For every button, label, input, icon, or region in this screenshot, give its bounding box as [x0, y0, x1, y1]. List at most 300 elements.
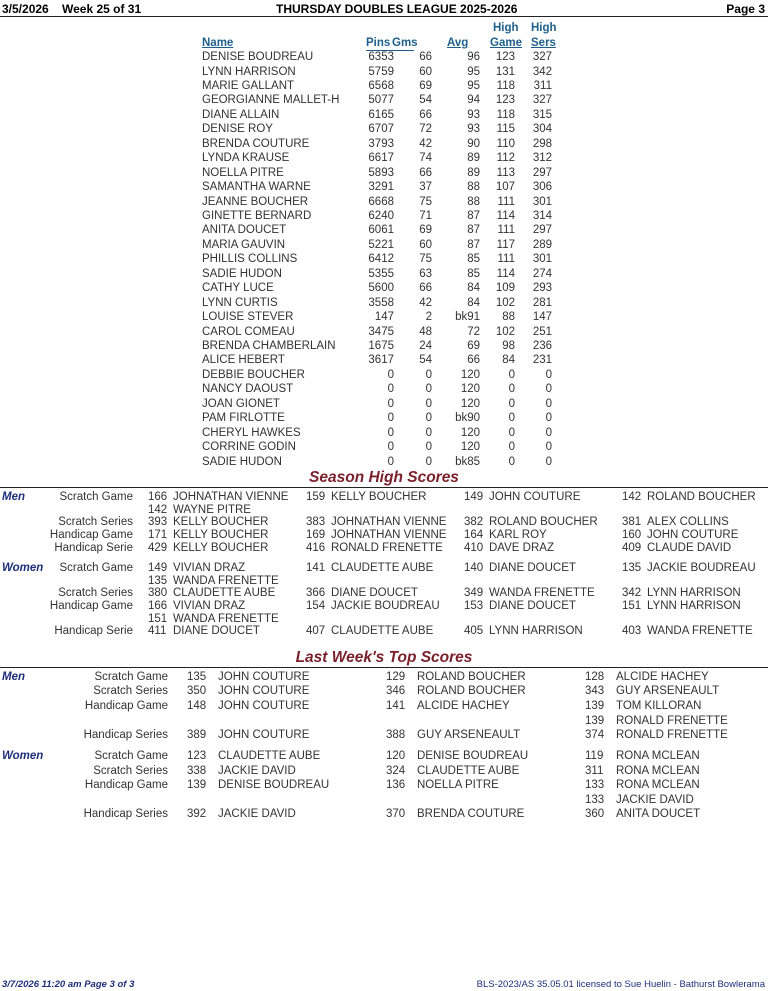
standings-high-sers: 301	[532, 195, 552, 208]
season-score: 409	[622, 542, 642, 554]
standings-high-game: 111	[497, 195, 515, 208]
season-score: 153	[464, 600, 484, 612]
last-week-bowler: JACKIE DAVID	[218, 765, 296, 777]
standings-pins: 6240	[368, 209, 394, 222]
standings-gms: 42	[419, 137, 432, 150]
season-bowler: VIVIAN DRAZ	[173, 600, 246, 612]
last-week-score: 139	[585, 714, 605, 727]
standings-high-game: 111	[497, 224, 515, 237]
col-name: Name	[202, 37, 234, 49]
standings-name: SADIE HUDON	[202, 455, 282, 468]
season-score: 149	[464, 491, 484, 503]
standings-pins: 6412	[368, 253, 394, 266]
last-week-bowler: DENISE BOUDREAU	[218, 779, 330, 791]
last-week-bowler: GUY ARSENEAULT	[616, 685, 720, 697]
standings-avg: bk85	[455, 455, 480, 468]
season-bowler: KARL ROY	[489, 529, 547, 541]
standings-pins: 0	[387, 368, 394, 381]
last-week-score: 346	[386, 685, 406, 697]
standings-name: PAM FIRLOTTE	[202, 412, 285, 425]
last-week-bowler: JOHN COUTURE	[218, 729, 310, 741]
standings-gms: 66	[419, 108, 432, 121]
season-score: 410	[464, 542, 484, 554]
standings-high-sers: 289	[532, 238, 552, 251]
season-bowler: JACKIE BOUDREAU	[647, 562, 756, 574]
season-bowler: JOHNATHAN VIENNE	[331, 529, 447, 541]
last-week-score: 324	[386, 765, 406, 777]
standings-high-game: 0	[508, 426, 515, 439]
standings-gms: 72	[419, 123, 432, 136]
report-title: THURSDAY DOUBLES LEAGUE 2025-2026	[276, 2, 518, 16]
season-score: 135	[622, 562, 642, 574]
standings-gms: 0	[425, 397, 432, 410]
standings-avg: 120	[460, 441, 480, 454]
standings-avg: 85	[467, 267, 480, 280]
season-score: 171	[148, 529, 168, 541]
standings-high-game: 109	[495, 282, 515, 295]
season-bowler: WANDA FRENETTE	[647, 625, 753, 637]
standings-high-sers: 297	[532, 166, 552, 179]
last-week-score: 133	[585, 779, 605, 791]
standings-name: CAROL COMEAU	[202, 325, 295, 338]
season-score: 403	[622, 625, 642, 637]
last-week-group-label: Women	[2, 750, 44, 762]
season-high-rule	[0, 487, 768, 488]
standings-gms: 42	[419, 296, 432, 309]
season-category: Handicap Game	[49, 529, 133, 541]
last-week-bowler: JOHN COUTURE	[218, 700, 310, 712]
season-score: 381	[622, 516, 642, 528]
season-category: Handicap Serie	[54, 542, 133, 554]
col-high-game-top: High	[493, 22, 519, 34]
standings-avg: bk91	[455, 311, 480, 324]
season-group-label: Men	[2, 491, 25, 503]
season-bowler: CLAUDE DAVID	[647, 542, 732, 554]
last-week-bowler: GUY ARSENEAULT	[417, 729, 521, 741]
standings-gms: 0	[425, 368, 432, 381]
season-score: 407	[306, 625, 326, 637]
footer-printed: 3/7/2026 11:20 am Page 3 of 3	[2, 979, 135, 990]
col-high-sers-top: High	[531, 22, 557, 34]
standings-high-sers: 312	[532, 152, 552, 165]
standings-high-sers: 0	[545, 455, 552, 468]
season-bowler: JOHN COUTURE	[489, 491, 581, 503]
week-indicator: Week 25 of 31	[62, 2, 142, 16]
standings-avg: 85	[467, 253, 480, 266]
standings-high-sers: 0	[545, 397, 552, 410]
standings-avg: 66	[467, 354, 480, 367]
standings-name: DENISE BOUDREAU	[202, 51, 314, 63]
season-bowler: DIANE DOUCET	[331, 587, 418, 599]
standings-high-sers: 301	[532, 253, 552, 266]
standings-gms: 2	[425, 311, 432, 324]
standings-gms: 66	[419, 51, 432, 63]
last-week-category: Handicap Series	[83, 808, 168, 820]
last-week-score: 119	[585, 750, 604, 762]
last-week-score: 148	[187, 700, 207, 712]
standings-gms: 60	[419, 238, 432, 251]
standings-avg: bk90	[455, 412, 480, 425]
standings-high-game: 131	[495, 65, 515, 78]
standings-name: NOELLA PITRE	[202, 166, 284, 179]
standings-pins: 6353	[368, 51, 394, 63]
last-week-category: Scratch Game	[94, 671, 168, 683]
standings-high-sers: 327	[532, 94, 552, 107]
report-date: 3/5/2026	[2, 2, 49, 16]
last-week-group-label: Men	[2, 671, 25, 683]
standings-high-sers: 251	[532, 325, 552, 338]
standings-avg: 89	[467, 152, 480, 165]
last-week-category: Scratch Game	[94, 750, 168, 762]
standings-high-sers: 304	[532, 123, 552, 136]
season-bowler: JOHN COUTURE	[647, 529, 739, 541]
standings-gms: 74	[419, 152, 432, 165]
standings-gms: 69	[419, 79, 432, 92]
standings-gms: 0	[425, 441, 432, 454]
standings-high-game: 0	[508, 397, 515, 410]
season-score: 149	[148, 562, 168, 574]
last-week-score: 343	[585, 685, 605, 697]
standings-avg: 94	[467, 94, 480, 107]
standings-pins: 3475	[368, 325, 394, 338]
standings-pins: 0	[387, 441, 394, 454]
season-score: 164	[464, 529, 484, 541]
last-week-score: 129	[386, 671, 406, 683]
standings-avg: 90	[467, 137, 480, 150]
standings-high-game: 110	[496, 137, 515, 150]
standings-pins: 6165	[368, 108, 394, 121]
last-week-category: Handicap Series	[83, 729, 168, 741]
season-score: 151	[148, 613, 168, 625]
last-week-bowler: TOM KILLORAN	[616, 700, 702, 712]
last-week-bowler: JOHN COUTURE	[218, 685, 310, 697]
standings-high-sers: 306	[532, 181, 552, 193]
season-bowler: CLAUDETTE AUBE	[331, 562, 434, 574]
standings-name: LOUISE STEVER	[202, 311, 294, 324]
standings-gms: 0	[425, 426, 432, 439]
last-week-score: 133	[585, 793, 605, 806]
season-score: 151	[622, 600, 642, 612]
last-week-category: Handicap Game	[84, 700, 168, 712]
last-week-bowler: RONA MCLEAN	[616, 779, 700, 791]
standings-high-sers: 327	[532, 51, 552, 63]
standings-high-game: 123	[495, 94, 515, 107]
last-week-title: Last Week's Top Scores	[295, 649, 473, 666]
standings-gms: 66	[419, 166, 432, 179]
season-group-label: Women	[2, 562, 44, 574]
standings-high-game: 118	[496, 108, 515, 121]
last-week-bowler: RONA MCLEAN	[616, 750, 700, 762]
standings-high-game: 98	[502, 340, 515, 352]
season-bowler: DIANE DOUCET	[489, 562, 576, 574]
standings-high-sers: 314	[532, 209, 552, 222]
standings-avg: 88	[467, 181, 480, 193]
standings-avg: 93	[467, 108, 480, 121]
season-score: 405	[464, 625, 484, 637]
standings-high-game: 107	[495, 181, 515, 193]
standings-pins: 3617	[368, 354, 394, 367]
standings-avg: 93	[467, 123, 480, 136]
standings-name: LYNN HARRISON	[202, 65, 296, 78]
standings-gms: 0	[425, 383, 432, 396]
standings-avg: 96	[467, 51, 480, 63]
last-week-bowler: JOHN COUTURE	[218, 671, 310, 683]
standings-high-game: 88	[502, 311, 515, 324]
last-week-score: 374	[585, 729, 605, 741]
standings-name: SAMANTHA WARNE	[202, 181, 311, 193]
standings-name: GINETTE BERNARD	[202, 209, 312, 222]
standings-high-game: 102	[495, 296, 515, 309]
last-week-score: 139	[187, 779, 207, 791]
standings-name: BRENDA COUTURE	[202, 137, 310, 150]
season-score: 141	[306, 562, 326, 574]
season-bowler: DIANE DOUCET	[173, 625, 260, 637]
season-score: 166	[148, 600, 168, 612]
last-week-bowler: DENISE BOUDREAU	[417, 750, 529, 762]
standings-high-game: 84	[502, 354, 515, 367]
standings-high-game: 117	[496, 238, 515, 251]
season-score: 416	[306, 542, 326, 554]
season-score: 429	[148, 542, 168, 554]
standings-high-game: 114	[496, 209, 515, 222]
col-high-game: Game	[490, 37, 522, 49]
standings-pins: 3558	[368, 296, 394, 309]
standings-name: JEANNE BOUCHER	[202, 195, 309, 208]
season-bowler: KELLY BOUCHER	[331, 491, 427, 503]
season-bowler: ALEX COLLINS	[647, 516, 729, 528]
season-score: 142	[622, 491, 642, 503]
standings-high-sers: 0	[545, 441, 552, 454]
season-bowler: JOHNATHAN VIENNE	[331, 516, 447, 528]
season-bowler: WAYNE PITRE	[173, 504, 251, 516]
page-number: Page 3	[726, 2, 765, 16]
season-bowler: LYNN HARRISON	[647, 587, 741, 599]
standings-high-sers: 298	[532, 137, 552, 150]
standings-name: NANCY DAOUST	[202, 383, 294, 396]
col-high-sers: Sers	[531, 37, 556, 49]
season-score: 135	[148, 575, 168, 587]
season-bowler: JACKIE BOUDREAU	[331, 600, 440, 612]
standings-high-game: 102	[495, 325, 515, 338]
standings-name: CATHY LUCE	[202, 282, 274, 295]
col-pins: Pins	[366, 37, 391, 49]
season-score: 383	[306, 516, 326, 528]
standings-avg: 89	[467, 166, 480, 179]
last-week-score: 311	[585, 765, 604, 777]
season-category: Scratch Game	[59, 491, 133, 503]
standings-pins: 147	[374, 311, 394, 324]
last-week-bowler: ALCIDE HACHEY	[616, 671, 709, 683]
standings-high-sers: 0	[545, 412, 552, 425]
col-avg: Avg	[447, 37, 469, 49]
footer-license: BLS-2023/AS 35.05.01 licensed to Sue Huelin - Bathurst Bowlerama	[476, 979, 765, 990]
standings-high-game: 0	[508, 455, 515, 468]
standings-pins: 3793	[368, 137, 394, 150]
standings-high-game: 0	[508, 412, 515, 425]
season-bowler: CLAUDETTE AUBE	[331, 625, 434, 637]
standings-name: CORRINE GODIN	[202, 441, 296, 454]
season-category: Handicap Serie	[54, 625, 133, 637]
season-score: 349	[464, 587, 484, 599]
standings-avg: 120	[460, 397, 480, 410]
standings-name: DEBBIE BOUCHER	[202, 368, 305, 381]
standings-pins: 0	[387, 426, 394, 439]
standings-pins: 3291	[368, 181, 394, 193]
standings-gms: 75	[419, 253, 432, 266]
season-bowler: LYNN HARRISON	[489, 625, 583, 637]
standings-high-sers: 315	[532, 108, 552, 121]
standings-high-sers: 342	[532, 65, 552, 78]
season-bowler: VIVIAN DRAZ	[173, 562, 246, 574]
standings-pins: 5221	[368, 238, 394, 251]
standings-high-sers: 281	[532, 296, 552, 309]
standings-high-sers: 0	[545, 383, 552, 396]
last-week-category: Scratch Series	[93, 685, 168, 697]
standings-name: ALICE HEBERT	[202, 354, 285, 367]
last-week-bowler: ANITA DOUCET	[616, 808, 701, 820]
standings-high-sers: 147	[532, 311, 552, 324]
season-score: 382	[464, 516, 484, 528]
season-score: 142	[148, 504, 168, 516]
standings-pins: 1675	[368, 340, 394, 352]
season-bowler: JOHNATHAN VIENNE	[173, 491, 289, 503]
standings-pins: 6617	[368, 152, 394, 165]
standings-name: PHILLIS COLLINS	[202, 253, 298, 266]
season-bowler: CLAUDETTE AUBE	[173, 587, 276, 599]
standings-pins: 6707	[368, 123, 394, 136]
standings-high-sers: 231	[532, 354, 552, 367]
standings-avg: 69	[467, 340, 480, 352]
season-bowler: KELLY BOUCHER	[173, 529, 269, 541]
standings-gms: 48	[419, 325, 432, 338]
season-high-title: Season High Scores	[309, 469, 459, 486]
last-week-score: 360	[585, 808, 605, 820]
standings-name: ANITA DOUCET	[202, 224, 287, 237]
standings-high-sers: 293	[532, 282, 552, 295]
season-score: 380	[148, 587, 168, 599]
standings-high-game: 0	[508, 368, 515, 381]
standings-name: DIANE ALLAIN	[202, 108, 280, 121]
standings-avg: 84	[467, 282, 480, 295]
standings-high-sers: 274	[532, 267, 552, 280]
standings-high-game: 111	[497, 253, 515, 266]
season-bowler: LYNN HARRISON	[647, 600, 741, 612]
standings-pins: 5893	[368, 166, 394, 179]
last-week-score: 389	[187, 729, 207, 741]
season-score: 169	[306, 529, 326, 541]
last-week-bowler: CLAUDETTE AUBE	[218, 750, 321, 762]
standings-avg: 87	[467, 238, 480, 251]
standings-avg: 120	[460, 383, 480, 396]
standings-avg: 88	[467, 195, 480, 208]
standings-pins: 6668	[368, 195, 394, 208]
last-week-category: Handicap Game	[84, 779, 168, 791]
season-bowler: ROLAND BOUCHER	[647, 491, 756, 503]
standings-high-sers: 311	[533, 79, 552, 92]
season-score: 342	[622, 587, 642, 599]
season-bowler: KELLY BOUCHER	[173, 516, 269, 528]
last-week-score: 128	[585, 671, 605, 683]
last-week-bowler: CLAUDETTE AUBE	[417, 765, 520, 777]
standings-gms: 37	[419, 181, 432, 193]
season-score: 140	[464, 562, 484, 574]
standings-avg: 84	[467, 296, 480, 309]
standings-gms: 71	[419, 209, 432, 222]
last-week-bowler: ALCIDE HACHEY	[417, 700, 510, 712]
standings-high-game: 0	[508, 383, 515, 396]
standings-high-game: 114	[496, 267, 515, 280]
standings-name: BRENDA CHAMBERLAIN	[202, 340, 336, 352]
last-week-category: Scratch Series	[93, 765, 168, 777]
season-category: Scratch Series	[58, 516, 133, 528]
standings-pins: 6061	[368, 224, 394, 237]
last-week-bowler: RONA MCLEAN	[616, 765, 700, 777]
last-week-score: 120	[386, 750, 406, 762]
standings-gms: 75	[419, 195, 432, 208]
standings-gms: 69	[419, 224, 432, 237]
standings-pins: 0	[387, 397, 394, 410]
last-week-score: 350	[187, 685, 207, 697]
standings-high-sers: 0	[545, 426, 552, 439]
season-bowler: KELLY BOUCHER	[173, 542, 269, 554]
season-category: Scratch Series	[58, 587, 133, 599]
last-week-bowler: BRENDA COUTURE	[417, 808, 525, 820]
standings-high-sers: 236	[532, 340, 552, 352]
standings-high-game: 118	[496, 79, 515, 92]
season-bowler: WANDA FRENETTE	[173, 613, 279, 625]
standings-name: GEORGIANNE MALLET-H	[202, 94, 340, 107]
last-week-rule	[0, 667, 768, 668]
season-bowler: DAVE DRAZ	[489, 542, 554, 554]
standings-gms: 54	[419, 94, 432, 107]
standings-name: JOAN GIONET	[202, 397, 280, 410]
season-bowler: RONALD FRENETTE	[331, 542, 443, 554]
last-week-score: 388	[386, 729, 406, 741]
standings-name: LYNDA KRAUSE	[202, 152, 290, 165]
season-score: 366	[306, 587, 326, 599]
standings-avg: 95	[467, 65, 480, 78]
last-week-score: 135	[187, 671, 207, 683]
standings-pins: 5600	[368, 282, 394, 295]
last-week-bowler: RONALD FRENETTE	[616, 729, 728, 741]
season-score: 154	[306, 600, 326, 612]
standings-avg: 87	[467, 209, 480, 222]
last-week-bowler: ROLAND BOUCHER	[417, 685, 526, 697]
standings-gms: 54	[419, 354, 432, 367]
standings-name: SADIE HUDON	[202, 267, 282, 280]
col-gms: Gms	[392, 37, 418, 49]
standings-high-game: 113	[496, 166, 515, 179]
last-week-score: 136	[386, 779, 406, 791]
standings-high-game: 123	[495, 51, 515, 63]
last-week-score: 338	[187, 765, 207, 777]
last-week-score: 370	[386, 808, 406, 820]
standings-pins: 6568	[368, 79, 394, 92]
standings-high-game: 112	[496, 152, 515, 165]
standings-high-sers: 297	[532, 224, 552, 237]
standings-pins: 5355	[368, 267, 394, 280]
standings-name: CHERYL HAWKES	[202, 426, 301, 439]
standings-gms: 60	[419, 65, 432, 78]
last-week-score: 123	[187, 750, 207, 762]
standings-high-game: 115	[496, 123, 515, 136]
season-bowler: WANDA FRENETTE	[489, 587, 595, 599]
season-bowler: ROLAND BOUCHER	[489, 516, 598, 528]
last-week-score: 392	[187, 808, 207, 820]
standings-pins: 0	[387, 383, 394, 396]
standings-pins: 0	[387, 412, 394, 425]
season-category: Scratch Game	[59, 562, 133, 574]
